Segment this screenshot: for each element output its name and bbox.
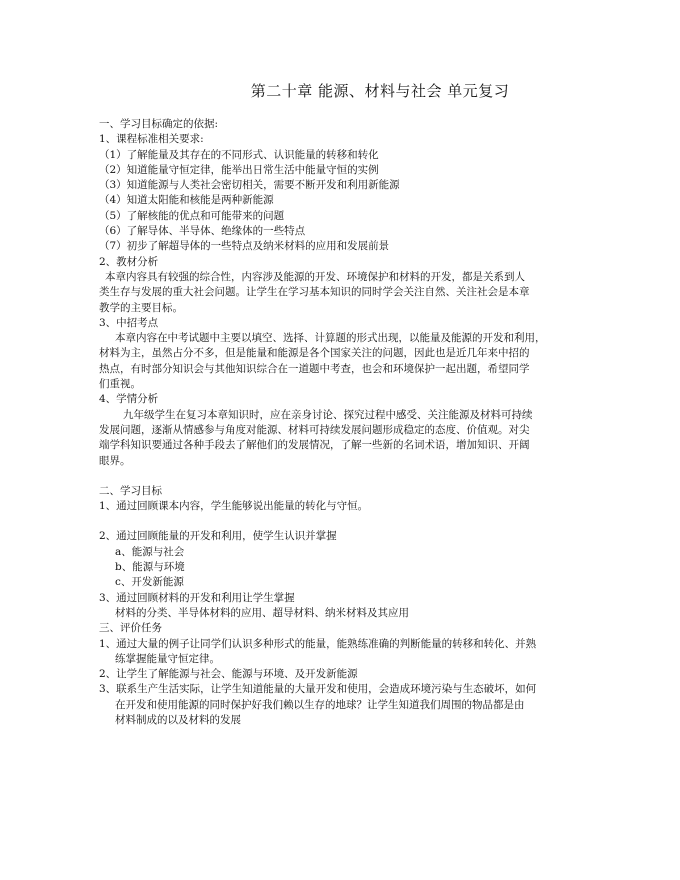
paragraph-line: 九年级学生在复习本章知识时，应在亲身讨论、探究过程中感受、关注能源及材料可持续: [123, 408, 533, 421]
goal2-sublist: [99, 545, 599, 591]
list-item: （1）了解能量及其存在的不同形式、认识能量的转移和转化: [99, 148, 379, 161]
list-item: （5）了解核能的优点和可能带来的问题: [99, 209, 285, 222]
list-item: （6）了解导体、半导体、绝缘体的一些特点: [99, 225, 306, 238]
paragraph-line: 眼界。: [99, 454, 131, 467]
paragraph-line: 材料制成的以及材料的发展: [115, 713, 241, 726]
subheading-exam: 3、中招考点: [99, 316, 159, 329]
paragraph-line: 热点，有时部分知识会与其他知识综合在一道题中考查，也会和环境保护一起出题，希望同学: [99, 362, 530, 375]
spacer: [99, 514, 599, 529]
subheading-student: 4、学情分析: [99, 393, 159, 406]
document-body: [99, 117, 599, 728]
paragraph-line: 发展问题，逐渐从情感参与角度对能源、材料可持续发展问题形成稳定的态度、价值观。对尖: [99, 423, 530, 436]
spacer: [99, 469, 599, 484]
paragraph-line: 教学的主要目标。: [99, 301, 183, 314]
section-heading-basis: 一、学习目标确定的依据:: [99, 118, 219, 130]
subheading-standards: 1、课程标准相关要求:: [99, 133, 204, 146]
section-heading-evaluation: 三、评价任务: [99, 622, 162, 635]
subheading-textbook: 2、教材分析: [99, 255, 159, 268]
standards-list: [99, 148, 599, 255]
goal-item: 1、通过回顾课本内容，学生能够说出能量的转化与守恒。: [99, 500, 369, 513]
paragraph-line: 本章内容在中考试题中主要以填空、选择、计算题的形式出现，以能量及能源的开发和利用，: [115, 332, 546, 345]
list-item: （3）知道能源与人类社会密切相关，需要不断开发和利用新能源: [99, 179, 400, 192]
paragraph-line: 材料为主，虽然占分不多，但是能量和能源是各个国家关注的问题，因此也是近几年来中招的: [99, 347, 530, 360]
goal-detail: 材料的分类、半导体材料的应用、超导材料、纳米材料及其应用: [115, 606, 409, 619]
evaluation-item: 2、让学生了解能源与社会、能源与环境、及开发新能源: [99, 668, 358, 681]
paragraph-line: 类生存与发展的重大社会问题。让学生在学习基本知识的同时学会关注自然、关注社会是本章: [99, 286, 530, 299]
list-item: （4）知道太阳能和核能是两种新能源: [99, 194, 274, 207]
exam-paragraph: [99, 331, 599, 392]
paragraph-line: 3、联系生产生活实际，让学生知道能量的大量开发和使用，会造成环境污染与生态破坏，如何: [99, 683, 537, 696]
paragraph-line: 端学科知识要通过各种手段去了解他们的发展情况，了解一些新的名词术语，增加知识、开阔: [99, 439, 530, 452]
goal-item: 2、通过回顾能量的开发和利用，使学生认识并掌握: [99, 530, 337, 543]
evaluation-item: [99, 637, 599, 668]
page-title: 第二十章 能源、材料与社会 单元复习: [250, 82, 510, 100]
list-item: c、开发新能源: [115, 576, 184, 589]
student-paragraph: [99, 408, 599, 469]
paragraph-line: 在开发和使用能源的同时保护好我们赖以生存的地球？让学生知道我们周围的物品都是由: [115, 698, 525, 711]
paragraph-line: 练掌握能量守恒定律。: [115, 652, 220, 665]
section-heading-goals: 二、学习目标: [99, 484, 162, 497]
list-item: （7）初步了解超导体的一些特点及纳米材料的应用和发展前景: [99, 240, 390, 253]
goal-item: 3、通过回顾材料的开发和利用让学生掌握: [99, 591, 295, 604]
list-item: （2）知道能量守恒定律，能举出日常生活中能量守恒的实例: [99, 163, 379, 176]
textbook-paragraph: [99, 270, 599, 316]
evaluation-item: [99, 682, 599, 728]
list-item: a、能源与社会: [115, 545, 185, 558]
paragraph-line: 1、通过大量的例子让同学们认识多种形式的能量，能熟练准确的判断能量的转移和转化、并熟: [99, 637, 537, 650]
list-item: b、能源与环境: [115, 561, 185, 574]
paragraph-line: 们重视。: [99, 378, 141, 391]
paragraph-line: 本章内容具有较强的综合性，内容涉及能源的开发、环境保护和材料的开发，都是关系到人: [105, 270, 525, 283]
